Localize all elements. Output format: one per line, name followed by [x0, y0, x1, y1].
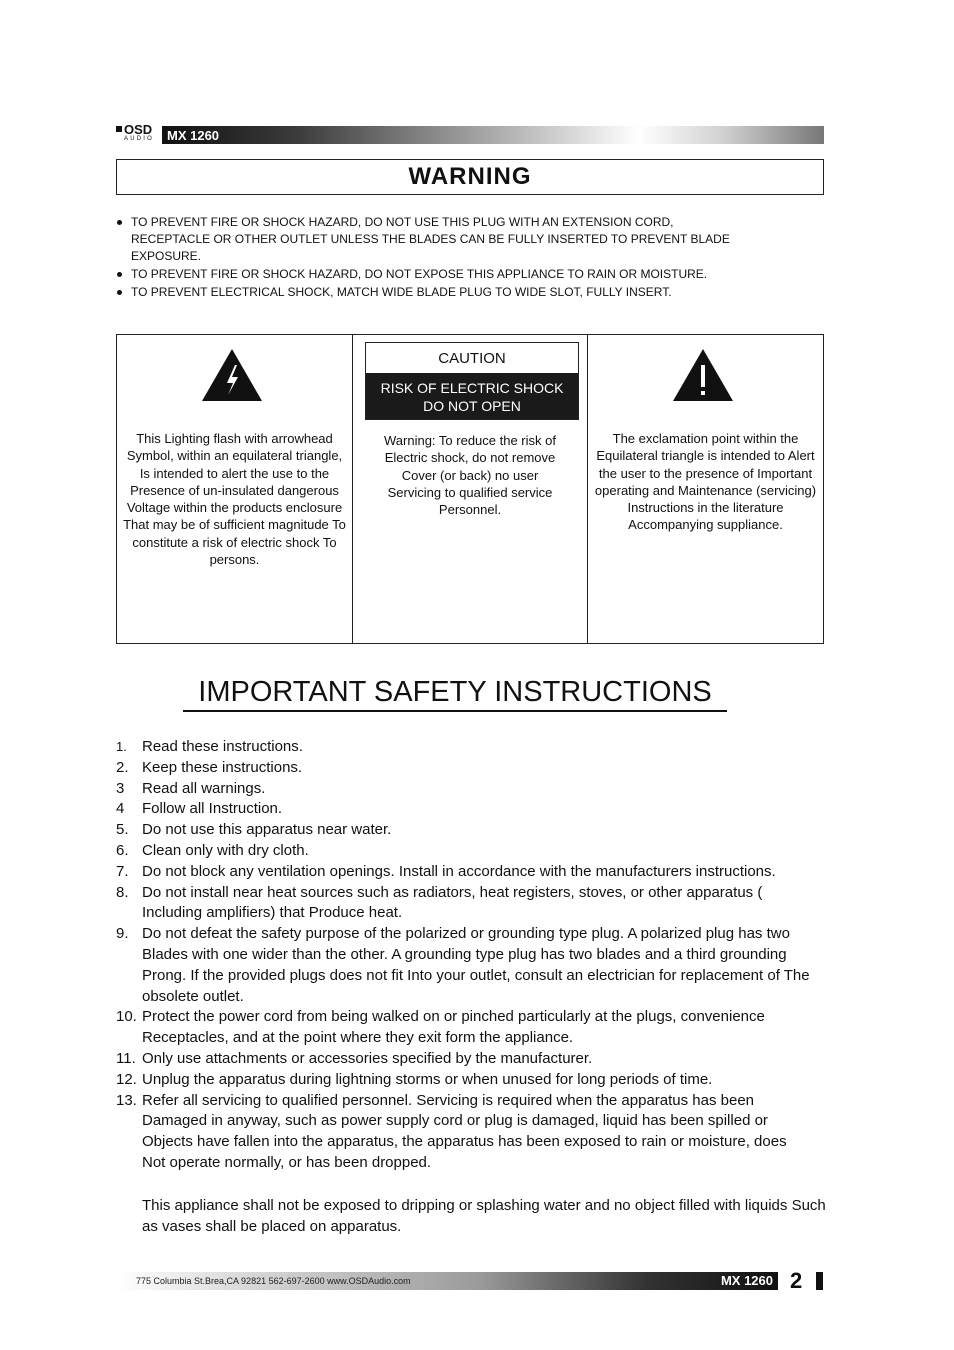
caution-label [365, 342, 579, 420]
item-number: 11. [116, 1049, 136, 1067]
warning-bullets [116, 214, 736, 302]
item-number: 4 [116, 800, 125, 818]
lightning-text: This Lighting flash with arrowhead Symbol, within an equilateral triangle, Is intended to alert the use to the Presence of un-insulated dangerous Voltage within the products enclosure That may be of sufficient magnitude To constitute a risk of electric shock To persons. [123, 431, 346, 568]
caution-cell [353, 335, 588, 643]
header-bar [162, 126, 824, 144]
item-text: Follow all Instruction. [142, 800, 283, 818]
safety-list [116, 737, 836, 1237]
footer-model: MX 1260 [720, 1273, 773, 1288]
item-number: 7. [116, 862, 129, 880]
logo-brand: OSD [124, 122, 153, 137]
warning-bullet: TO PREVENT ELECTRICAL SHOCK, MATCH WIDE BLADE PLUG TO WIDE SLOT, FULLY INSERT. [116, 284, 736, 301]
list-item [116, 820, 836, 841]
caution-line1: RISK OF ELECTRIC SHOCK [380, 380, 564, 396]
item-text: Do not install near heat sources such as radiators, heat registers, stoves, or other apparatus ( Including amplifiers) that Produce heat. [142, 883, 763, 922]
item-text: Read these instructions. [142, 738, 303, 755]
item-text: Do not defeat the safety purpose of the polarized or grounding type plug. A polarized plug has two Blades with one wider than the other. A grounding type plug has two blades and a third grounding Prong. If the provided plugs does not fit Into your outlet, consult an electrician for replacement of The obsolete outlet. [142, 925, 810, 1005]
symbols-table [116, 334, 824, 644]
warning-bullet: TO PREVENT FIRE OR SHOCK HAZARD, DO NOT EXPOSE THIS APPLIANCE TO RAIN OR MOISTURE. [116, 266, 736, 283]
list-item [116, 862, 836, 883]
caution-text: Warning: To reduce the risk of Electric shock, do not remove Cover (or back) no user Servicing to qualified service Personnel. [384, 433, 556, 518]
caution-title: CAUTION [438, 350, 506, 367]
list-item [116, 779, 836, 800]
safety-title: IMPORTANT SAFETY INSTRUCTIONS [183, 674, 727, 712]
list-item [116, 799, 836, 820]
caution-banner [366, 373, 578, 419]
item-number: 9. [116, 925, 129, 943]
footer-tick [816, 1272, 823, 1290]
item-number: 13. [116, 1091, 137, 1109]
logo-square-icon [116, 126, 122, 132]
item-text: Unplug the apparatus during lightning storms or when unused for long periods of time. [142, 1070, 713, 1088]
list-item [116, 924, 810, 1007]
lightning-triangle-icon [200, 347, 264, 403]
item-number: 12. [116, 1070, 137, 1088]
exclamation-cell [588, 335, 823, 643]
caution-line2: DO NOT OPEN [423, 398, 521, 414]
warning-box [116, 159, 824, 195]
warning-bullet: TO PREVENT FIRE OR SHOCK HAZARD, DO NOT USE THIS PLUG WITH AN EXTENSION CORD, RECEPTACLE OR OTHER OUTLET UNLESS THE BLADES CAN BE FULLY INSERTED TO PREVENT BLADE EXPOSURE. [116, 214, 736, 265]
item-number: 1. [116, 739, 127, 754]
footer-address: 775 Columbia St.Brea,CA 92821 562-697-2600 www.OSDAudio.com [136, 1276, 411, 1286]
list-item [116, 1007, 810, 1049]
exclamation-triangle-icon [671, 347, 735, 403]
item-number: 5. [116, 821, 129, 839]
brand-logo [116, 122, 158, 145]
item-number: 3 [116, 779, 125, 797]
list-item [116, 841, 836, 862]
item-number: 6. [116, 841, 129, 859]
item-text: Refer all servicing to qualified personnel. Servicing is required when the apparatus has been Damaged in anyway, such as power supply cord or plug is damaged, liquid has been spilled or Objects have fallen into the apparatus, the apparatus has been exposed to rain or moisture, does Not operate normally, or has been dropped. [142, 1091, 787, 1171]
item-text: Only use attachments or accessories specified by the manufacturer. [142, 1049, 593, 1067]
header-model: MX 1260 [167, 128, 220, 143]
warning-title: WARNING [408, 163, 532, 190]
item-text: Do not use this apparatus near water. [142, 821, 392, 839]
item-number: 8. [116, 883, 129, 901]
list-item [116, 737, 836, 758]
item-text: Protect the power cord from being walked on or pinched particularly at the plugs, convenience Receptacles, and at the point where they exit form the appliance. [142, 1008, 765, 1047]
page-number: 2 [790, 1268, 803, 1293]
item-number: 10. [116, 1008, 137, 1026]
safety-note: This appliance shall not be exposed to dripping or splashing water and no object filled with liquids Such as vases shall be placed on apparatus. [142, 1196, 826, 1235]
list-item [116, 883, 797, 925]
list-item [116, 758, 836, 779]
lightning-cell [117, 335, 353, 643]
list-item [116, 1070, 836, 1091]
item-text: Read all warnings. [142, 779, 266, 797]
item-text: Do not block any ventilation openings. Install in accordance with the manufacturers instructions. [142, 862, 776, 880]
exclamation-text: The exclamation point within the Equilateral triangle is intended to Alert the user to the presence of Important operating and Maintenance (servicing) Instructions in the literature Accompanying suppliance. [594, 431, 817, 533]
list-item [116, 1091, 810, 1174]
list-item [116, 1049, 836, 1070]
item-text: Keep these instructions. [142, 758, 303, 776]
item-text: Clean only with dry cloth. [142, 841, 309, 859]
item-number: 2. [116, 758, 129, 776]
logo-sub: AUDIO [124, 136, 155, 142]
footer-bar [116, 1272, 778, 1290]
